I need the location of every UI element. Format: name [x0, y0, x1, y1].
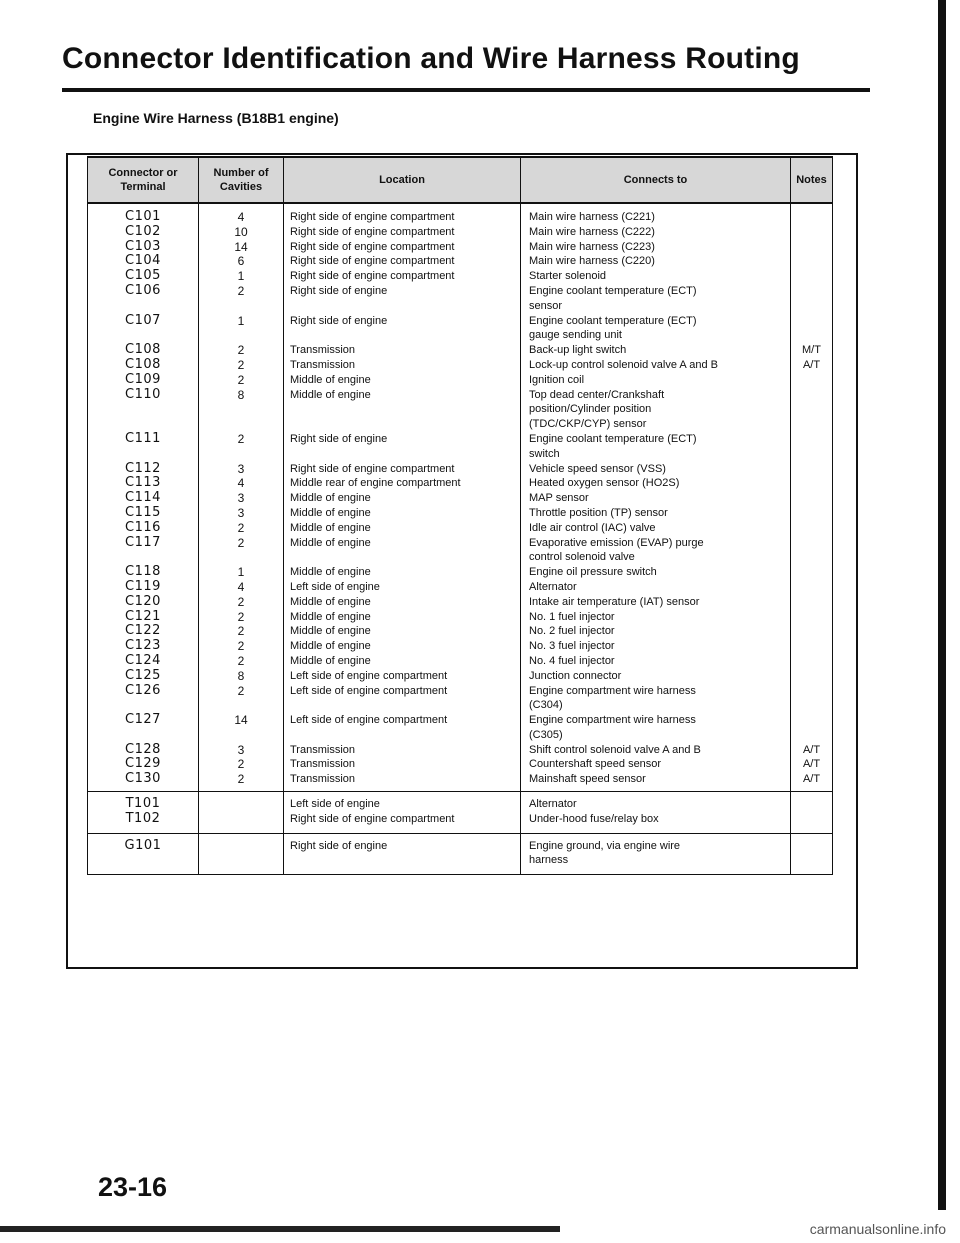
cavities-value: 4 — [237, 210, 245, 224]
spacer-line — [199, 402, 283, 417]
spacer-line — [199, 299, 283, 314]
cavities-value: 3 — [237, 505, 245, 520]
notes-value — [791, 684, 832, 699]
cavities-cell — [199, 833, 284, 875]
cavities-value: 14 — [234, 713, 248, 728]
table-header-row — [88, 157, 833, 203]
connects-to-cell — [521, 792, 791, 834]
connects-to-line: Main wire harness (C220) — [529, 255, 655, 268]
spacer-line — [284, 447, 520, 462]
location-value: Right side of engine — [290, 432, 388, 445]
spacer-line — [791, 728, 832, 743]
connects-to-line: Vehicle speed sensor (VSS) — [529, 462, 666, 475]
spacer-line — [791, 328, 832, 343]
connects-to-line: No. 2 fuel injector — [529, 625, 615, 638]
connector-value: C126 — [125, 683, 161, 698]
connects-to-line: sensor — [529, 299, 563, 312]
connects-to-line: switch — [529, 447, 560, 460]
cavities-value — [199, 797, 283, 812]
location-value: Middle of engine — [290, 536, 371, 549]
location-cell — [284, 833, 521, 875]
header-cavities: Number of Cavities — [199, 157, 284, 203]
notes-value: A/T — [802, 758, 821, 771]
connects-to-line: Engine coolant temperature (ECT) — [529, 284, 697, 297]
page-number: 23-16 — [98, 1172, 168, 1202]
notes-value — [791, 595, 832, 610]
connects-to-line: No. 4 fuel injector — [529, 654, 615, 667]
connects-to-line: Engine coolant temperature (ECT) — [529, 314, 697, 327]
connects-to-line: Engine ground, via engine wire — [529, 839, 681, 852]
connects-to-line: (C305) — [529, 728, 563, 741]
notes-value — [791, 624, 832, 639]
header-location: Location — [284, 157, 521, 203]
location-cell — [284, 792, 521, 834]
notes-value: M/T — [802, 344, 821, 357]
spacer-line — [284, 728, 520, 743]
location-value: Left side of engine — [290, 798, 380, 811]
connects-to-line: gauge sending unit — [529, 329, 622, 342]
location-value: Middle of engine — [290, 610, 371, 623]
location-value: Right side of engine compartment — [290, 270, 455, 283]
cavities-value: 2 — [237, 772, 245, 787]
connects-to-line: harness — [529, 854, 569, 867]
connects-to-line: Under-hood fuse/relay box — [529, 812, 659, 825]
notes-value — [791, 654, 832, 669]
notes-value — [791, 373, 832, 388]
spacer-line — [284, 698, 520, 713]
location-value: Right side of engine compartment — [290, 225, 455, 238]
connector-cell — [88, 203, 199, 792]
location-value: Transmission — [290, 773, 355, 786]
location-value: Middle of engine — [290, 654, 371, 667]
connector-cell — [88, 792, 199, 834]
cavities-value: 10 — [234, 224, 248, 239]
connector-cell — [88, 833, 199, 875]
notes-value: A/T — [802, 743, 821, 756]
connects-to-line: Intake air temperature (IAT) sensor — [529, 595, 700, 608]
spacer-line — [199, 417, 283, 432]
connects-to-line: Engine compartment wire harness — [529, 714, 696, 727]
connects-to-line: position/Cylinder position — [529, 403, 652, 416]
cavities-value: 1 — [237, 565, 245, 580]
location-value: Left side of engine compartment — [290, 684, 448, 697]
connector-value: C114 — [125, 491, 161, 506]
notes-value — [791, 521, 832, 536]
notes-value — [791, 476, 832, 491]
connects-to-line: Alternator — [529, 798, 577, 811]
connector-value: C103 — [125, 239, 161, 254]
connects-to-line: Main wire harness (C221) — [529, 211, 655, 223]
spacer-line — [88, 402, 198, 417]
spacer-line — [791, 447, 832, 462]
notes-value — [791, 839, 832, 854]
connector-value: C105 — [125, 269, 161, 284]
cavities-value: 14 — [234, 239, 248, 254]
cavities-value — [199, 812, 283, 827]
cavities-value: 2 — [237, 594, 245, 609]
section-title: Engine Wire Harness (B18B1 engine) — [93, 110, 339, 126]
connects-to-line: (C304) — [529, 699, 563, 712]
connector-value: C118 — [125, 565, 161, 580]
connector-value: C104 — [125, 254, 161, 269]
spacer-line — [88, 328, 198, 343]
cavities-value: 2 — [237, 535, 245, 550]
connector-value: C129 — [125, 757, 161, 772]
location-value: Right side of engine compartment — [290, 812, 455, 825]
location-value: Middle of engine — [290, 388, 371, 401]
table-group-row — [88, 792, 833, 834]
connects-to-line: Top dead center/Crankshaft — [529, 388, 665, 401]
spacer-line — [284, 550, 520, 565]
location-value: Right side of engine compartment — [290, 255, 455, 268]
connector-value: C122 — [125, 624, 161, 639]
connector-value: C117 — [125, 535, 161, 550]
cavities-value: 2 — [237, 372, 245, 387]
notes-value — [791, 506, 832, 521]
connector-value: C110 — [125, 387, 161, 402]
notes-value — [791, 797, 832, 812]
cavities-value: 8 — [237, 387, 245, 402]
spacer-line — [199, 728, 283, 743]
location-value: Middle of engine — [290, 595, 371, 608]
connector-value: C115 — [125, 505, 161, 520]
spacer-line — [199, 447, 283, 462]
location-value: Middle of engine — [290, 506, 371, 519]
spacer-line — [88, 447, 198, 462]
cavities-cell — [199, 792, 284, 834]
location-value: Middle of engine — [290, 625, 371, 638]
location-value: Transmission — [290, 758, 355, 771]
connector-value: C119 — [125, 579, 161, 594]
spacer-line — [791, 853, 832, 868]
connects-to-line: Idle air control (IAC) valve — [529, 521, 656, 534]
connector-value: C108 — [125, 357, 161, 372]
cavities-value: 2 — [237, 757, 245, 772]
spacer-line — [88, 728, 198, 743]
connects-to-line: Main wire harness (C223) — [529, 240, 655, 253]
cavities-value: 2 — [237, 609, 245, 624]
location-value: Left side of engine — [290, 580, 380, 593]
notes-value — [791, 210, 832, 225]
notes-value: A/T — [802, 773, 821, 786]
notes-value — [791, 314, 832, 329]
connects-to-cell — [521, 833, 791, 875]
location-value: Transmission — [290, 358, 355, 371]
cavities-value: 3 — [237, 742, 245, 757]
connector-value: C116 — [125, 520, 161, 535]
spacer-line — [284, 402, 520, 417]
notes-value — [791, 254, 832, 269]
cavities-value: 2 — [237, 683, 245, 698]
connector-value: C102 — [125, 224, 161, 239]
cavities-value — [199, 839, 283, 854]
connector-value: C113 — [125, 476, 161, 491]
location-value: Right side of engine compartment — [290, 462, 455, 475]
connects-to-line: Shift control solenoid valve A and B — [529, 743, 701, 756]
spacer-line — [791, 550, 832, 565]
cavities-value: 2 — [237, 343, 245, 358]
cavities-value: 2 — [237, 357, 245, 372]
location-value: Right side of engine — [290, 284, 388, 297]
spacer-line — [88, 550, 198, 565]
connector-table — [87, 156, 833, 875]
connector-value: C111 — [125, 431, 161, 446]
spacer-line — [88, 698, 198, 713]
notes-value — [791, 462, 832, 477]
connects-to-line: Ignition coil — [529, 373, 585, 386]
notes-value — [791, 669, 832, 684]
header-notes: Notes — [791, 157, 833, 203]
location-value: Transmission — [290, 344, 355, 357]
notes-value — [791, 812, 832, 827]
notes-value — [791, 240, 832, 255]
spacer-line — [791, 417, 832, 432]
connects-to-line: Back-up light switch — [529, 344, 627, 357]
cavities-value: 3 — [237, 461, 245, 476]
cavities-value: 8 — [237, 668, 245, 683]
notes-cell — [791, 203, 833, 792]
header-connector: Connector or Terminal — [88, 157, 199, 203]
notes-value — [791, 580, 832, 595]
location-cell — [284, 203, 521, 792]
connector-value: C101 — [125, 210, 161, 224]
binder-edge — [938, 0, 946, 1210]
location-value: Left side of engine compartment — [290, 714, 448, 727]
connects-to-line: Alternator — [529, 580, 577, 593]
cavities-value: 4 — [237, 476, 245, 491]
spacer-line — [88, 417, 198, 432]
location-value: Right side of engine — [290, 314, 388, 327]
location-value: Middle of engine — [290, 373, 371, 386]
location-value: Middle rear of engine compartment — [290, 477, 461, 490]
spacer-line — [791, 698, 832, 713]
spacer-line — [284, 299, 520, 314]
connector-value: C109 — [125, 372, 161, 387]
connects-to-line: Countershaft speed sensor — [529, 758, 662, 771]
cavities-value: 1 — [237, 269, 245, 284]
connects-to-line: control solenoid valve — [529, 551, 635, 564]
connector-value: C121 — [125, 609, 161, 624]
cavities-value: 2 — [237, 431, 245, 446]
connector-value: C107 — [125, 313, 161, 328]
spacer-line — [199, 853, 283, 868]
connects-to-line: Engine compartment wire harness — [529, 684, 696, 697]
table-body — [88, 203, 833, 875]
connects-to-line: (TDC/CKP/CYP) sensor — [529, 418, 647, 431]
cavities-value: 6 — [237, 254, 245, 269]
notes-cell — [791, 833, 833, 875]
connector-value: C123 — [125, 639, 161, 654]
connector-value: C128 — [125, 742, 161, 757]
connector-value: C130 — [125, 772, 161, 787]
watermark: carmanualsonline.info — [809, 1221, 946, 1237]
notes-value — [791, 225, 832, 240]
notes-value — [791, 639, 832, 654]
connects-to-line: No. 1 fuel injector — [529, 610, 615, 623]
notes-cell — [791, 792, 833, 834]
cavities-value: 2 — [237, 520, 245, 535]
spacer-line — [284, 853, 520, 868]
notes-value — [791, 388, 832, 403]
location-value: Middle of engine — [290, 640, 371, 653]
connector-value: C120 — [125, 594, 161, 609]
notes-value — [791, 713, 832, 728]
connects-to-line: Mainshaft speed sensor — [529, 773, 646, 786]
spacer-line — [284, 417, 520, 432]
cavities-value: 2 — [237, 653, 245, 668]
connects-to-line: Evaporative emission (EVAP) purge — [529, 536, 704, 549]
connects-to-line: Throttle position (TP) sensor — [529, 506, 668, 519]
connector-value: G101 — [124, 838, 162, 853]
spacer-line — [791, 299, 832, 314]
connects-to-line: Main wire harness (C222) — [529, 225, 655, 238]
cavities-value: 4 — [237, 579, 245, 594]
table-group-row — [88, 203, 833, 792]
cavities-cell — [199, 203, 284, 792]
connector-value: T102 — [125, 811, 161, 826]
notes-value — [791, 491, 832, 506]
cavities-value: 2 — [237, 639, 245, 654]
notes-value — [791, 536, 832, 551]
notes-value — [791, 432, 832, 447]
page-title: Connector Identification and Wire Harness Routing — [62, 42, 800, 75]
connector-value: C124 — [125, 653, 161, 668]
notes-value — [791, 284, 832, 299]
header-connects-to: Connects to — [521, 157, 791, 203]
cavities-value: 3 — [237, 491, 245, 506]
spacer-line — [88, 853, 198, 868]
location-value: Right side of engine compartment — [290, 240, 455, 253]
connector-value: C125 — [125, 668, 161, 683]
connects-to-line: Junction connector — [529, 669, 622, 682]
location-value: Middle of engine — [290, 492, 371, 505]
connects-to-line: Lock-up control solenoid valve A and B — [529, 358, 718, 371]
spacer-line — [199, 698, 283, 713]
connector-value: C112 — [125, 461, 161, 476]
cavities-value: 2 — [237, 283, 245, 298]
location-value: Transmission — [290, 743, 355, 756]
connects-to-line: No. 3 fuel injector — [529, 640, 615, 653]
connects-to-line: MAP sensor — [529, 492, 589, 505]
connects-to-line: Starter solenoid — [529, 270, 607, 283]
location-value: Right side of engine — [290, 839, 388, 852]
location-value: Left side of engine compartment — [290, 669, 448, 682]
location-value: Right side of engine compartment — [290, 211, 455, 223]
connects-to-line: Engine coolant temperature (ECT) — [529, 432, 697, 445]
connects-to-line: Heated oxygen sensor (HO2S) — [529, 477, 680, 490]
title-rule — [62, 88, 870, 92]
location-value: Middle of engine — [290, 521, 371, 534]
cavities-value: 1 — [237, 313, 245, 328]
connector-value: C106 — [125, 283, 161, 298]
notes-value — [791, 565, 832, 580]
connector-value: C108 — [125, 343, 161, 358]
spacer-line — [284, 328, 520, 343]
table-group-row — [88, 833, 833, 875]
spacer-line — [88, 299, 198, 314]
spacer-line — [199, 550, 283, 565]
connects-to-line: Engine oil pressure switch — [529, 566, 657, 579]
connects-to-cell — [521, 203, 791, 792]
notes-value: A/T — [802, 358, 821, 371]
connector-value: T101 — [125, 797, 161, 812]
location-value: Middle of engine — [290, 566, 371, 579]
connector-value: C127 — [125, 713, 161, 728]
spacer-line — [199, 328, 283, 343]
footer-rule — [0, 1226, 560, 1232]
cavities-value: 2 — [237, 624, 245, 639]
spacer-line — [791, 402, 832, 417]
notes-value — [791, 610, 832, 625]
notes-value — [791, 269, 832, 284]
